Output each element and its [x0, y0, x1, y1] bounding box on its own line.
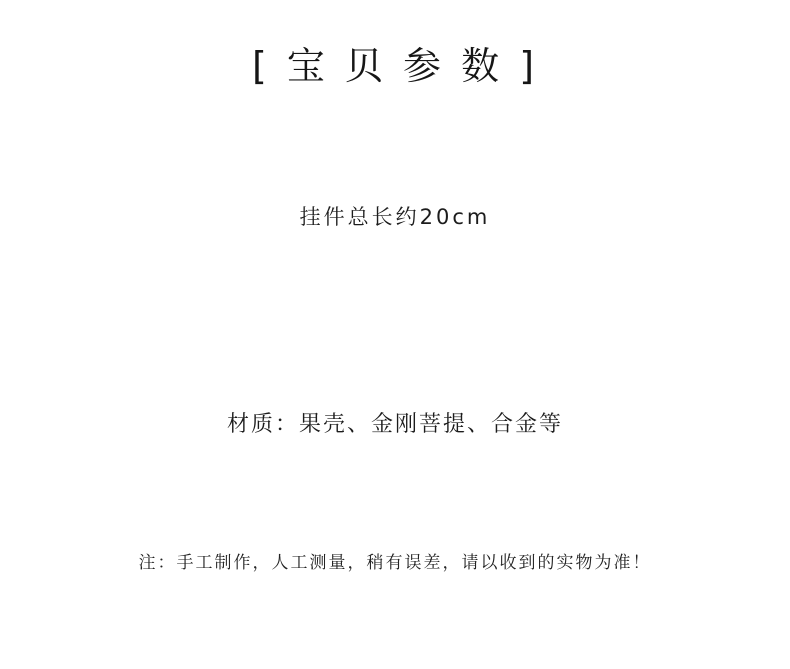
page-title: [ 宝 贝 参 数 ]: [251, 44, 539, 88]
spec-material-text: 材质：果壳、金刚菩提、合金等: [226, 412, 563, 437]
spec-size-text: 挂件总长约20cm: [299, 205, 491, 229]
spec-note-text: 注：手工制作，人工测量，稍有误差，请以收到的实物为准！: [138, 553, 652, 573]
